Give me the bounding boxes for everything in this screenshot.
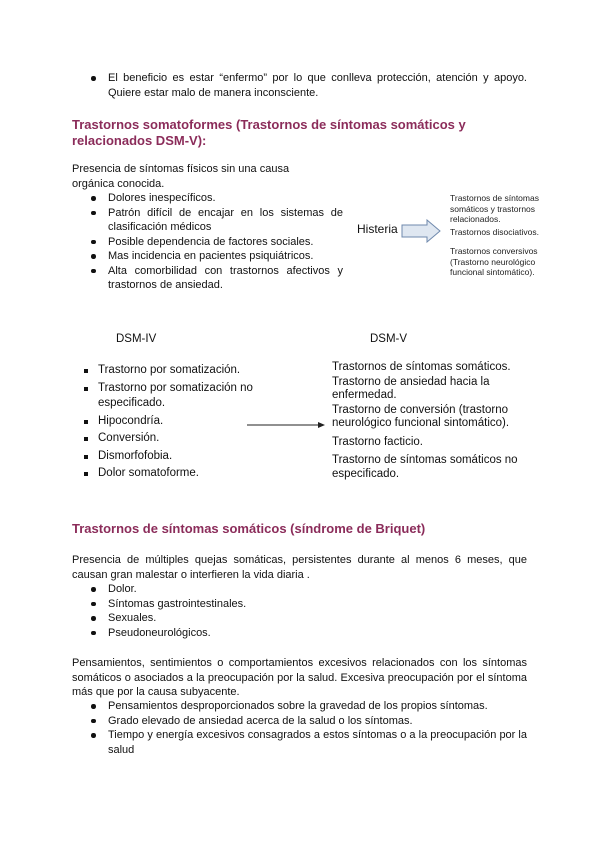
list-item: Trastornos de síntomas somáticos. — [332, 361, 511, 373]
list-item: Trastorno de síntomas somáticos no especificado. — [332, 454, 518, 480]
list-item: Dolor somatoforme. — [82, 466, 272, 482]
section-heading-briquet: Trastornos de síntomas somáticos (síndrome de Briquet) — [72, 521, 426, 536]
list-item: Tiempo y energía excesivos consagrados a estos síntomas o a la preocupación por la salud — [89, 728, 527, 757]
block-arrow-shape — [402, 220, 440, 242]
list-item: Patrón difícil de encajar en los sistemas de clasificación médicos — [89, 206, 343, 235]
arrow-head — [318, 422, 325, 428]
dsm-v-list — [332, 361, 532, 481]
dsm-v-title: DSM-V — [370, 333, 408, 345]
list-item: Trastorno de conversión (trastorno neurológico funcional sintomático). — [332, 403, 510, 429]
list-item: Pseudoneurológicos. — [89, 626, 527, 641]
dsm-iv-title: DSM-IV — [116, 333, 157, 345]
histeria-arrow — [401, 219, 441, 243]
list-item: Posible dependencia de factores sociales. — [89, 235, 343, 250]
intro-list — [89, 71, 527, 100]
comparison-arrow — [246, 420, 326, 430]
list-item: Trastorno facticio. — [332, 435, 423, 448]
list-item: Trastorno por somatización. — [82, 363, 272, 379]
intro-line-1: Presencia de síntomas físicos sin una causa — [72, 163, 290, 175]
list-item: Hipocondría. — [82, 414, 272, 430]
histeria-target-1: Trastornos de síntomas somáticos y trastornos relacionados. — [450, 193, 539, 224]
list-item: Dolores inespecíficos. — [89, 191, 343, 206]
section-heading-somatoformes: Trastornos somatoformes (Trastornos de síntomas somáticos y relacionados DSM-V): — [72, 117, 466, 148]
list-item: Conversión. — [82, 431, 272, 447]
dsm-iv-list — [82, 363, 272, 482]
section1-bullets — [89, 191, 343, 293]
section2-bullets-2 — [89, 699, 527, 757]
histeria-target-2: Trastornos disociativos. — [450, 227, 539, 237]
histeria-label: Histeria — [357, 222, 398, 236]
section2-paragraph-2: Pensamientos, sentimientos o comportamientos excesivos relacionados con los síntomas somáticos o asociados a la preocupación por la salud. Excesiva preocupación por el síntoma más que por la causa subyacente. — [72, 657, 527, 698]
intro-bullet: El beneficio es estar “enfermo” por lo que conlleva protección, atención y apoyo. Quiere estar malo de manera inconsciente. — [89, 71, 527, 100]
list-item: Síntomas gastrointestinales. — [89, 597, 527, 612]
section2-bullets — [89, 582, 527, 640]
intro-line-2: orgánica conocida. — [72, 177, 165, 190]
section1-intro — [72, 162, 362, 191]
list-item: Trastorno por somatización no especificado. — [82, 381, 272, 412]
section2-paragraph: Presencia de múltiples quejas somáticas, persistentes durante al menos 6 meses, que causan gran malestar o interfieren la vida diaria . — [72, 554, 527, 581]
list-item: Sexuales. — [89, 611, 527, 626]
histeria-target-3: Trastornos conversivos (Trastorno neurológico funcional sintomático). — [450, 246, 538, 277]
list-item: Pensamientos desproporcionados sobre la gravedad de los propios síntomas. — [89, 699, 527, 714]
list-item: Alta comorbilidad con trastornos afectivos y trastornos de ansiedad. — [89, 264, 343, 293]
list-item: Trastorno de ansiedad hacia la enfermedad. — [332, 375, 490, 401]
list-item: Grado elevado de ansiedad acerca de la salud o los síntomas. — [89, 714, 527, 729]
list-item: Dismorfofobia. — [82, 449, 272, 465]
list-item: Dolor. — [89, 582, 527, 597]
list-item: Mas incidencia en pacientes psiquiátricos. — [89, 249, 343, 264]
